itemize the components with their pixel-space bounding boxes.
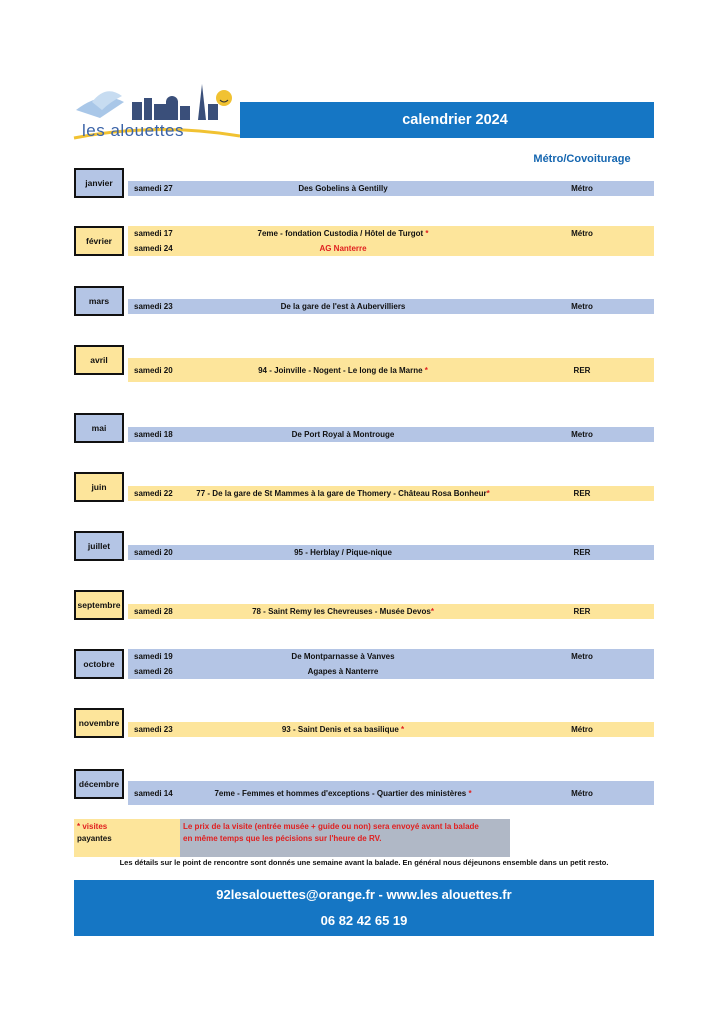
month-label: janvier xyxy=(74,168,124,198)
month-label: octobre xyxy=(74,649,124,679)
row-date: samedi 26 xyxy=(134,667,173,676)
legend-star-label: * visites xyxy=(77,822,108,831)
row-description: 93 - Saint Denis et sa basilique * xyxy=(281,725,405,734)
row-transport: RER xyxy=(573,489,591,498)
legend-star-label: payantes xyxy=(77,834,112,843)
calendar-row xyxy=(128,722,654,737)
row-date: samedi 28 xyxy=(134,607,173,616)
row-transport: RER xyxy=(573,366,591,375)
month-label: mars xyxy=(74,286,124,316)
footer-contact-bar xyxy=(74,880,654,936)
row-description: AG Nanterre xyxy=(319,244,367,253)
calendar-row xyxy=(128,181,654,196)
paid-visit-star: * xyxy=(486,489,490,498)
row-transport: RER xyxy=(573,548,591,557)
month-label: février xyxy=(74,226,124,256)
row-transport: Metro xyxy=(571,652,593,661)
row-description: 7eme - Femmes et hommes d'exceptions - Quartier des ministères * xyxy=(214,789,472,798)
row-date: samedi 17 xyxy=(134,229,173,238)
paid-visit-star: * xyxy=(425,229,429,238)
calendar-row xyxy=(128,486,654,501)
row-description: Agapes à Nanterre xyxy=(307,667,379,676)
month-label: septembre xyxy=(74,590,124,620)
calendar-row xyxy=(128,427,654,442)
row-date: samedi 18 xyxy=(134,430,173,439)
legend-price-note xyxy=(180,819,510,857)
row-description: 95 - Herblay / Pique-nique xyxy=(294,548,392,557)
paid-visit-star: * xyxy=(430,607,434,616)
row-date: samedi 24 xyxy=(134,244,173,253)
row-date: samedi 19 xyxy=(134,652,173,661)
row-date: samedi 22 xyxy=(134,489,173,498)
row-date: samedi 23 xyxy=(134,302,173,311)
row-transport: Métro xyxy=(571,229,593,238)
row-description: 7eme - fondation Custodia / Hôtel de Turgot * xyxy=(257,229,429,238)
logo-text: les alouettes xyxy=(82,121,184,140)
row-date: samedi 23 xyxy=(134,725,173,734)
month-label: avril xyxy=(74,345,124,375)
paid-visit-star: * xyxy=(468,789,472,798)
calendar-row xyxy=(128,299,654,314)
footer-phone: 06 82 42 65 19 xyxy=(320,913,408,928)
meeting-details-note: Les détails sur le point de rencontre sont donnés une semaine avant la balade. En général nous déjeunons ensemble dans un petit resto. xyxy=(119,858,609,867)
row-transport: Metro xyxy=(571,430,593,439)
calendar-row xyxy=(128,604,654,619)
row-description: Des Gobelins à Gentilly xyxy=(298,184,388,193)
row-date: samedi 27 xyxy=(134,184,173,193)
month-label: novembre xyxy=(74,708,124,738)
calendar-row xyxy=(128,358,654,382)
footer-email-website[interactable]: 92lesalouettes@orange.fr - www.les alouettes.fr xyxy=(216,887,512,902)
row-transport: Métro xyxy=(571,725,593,734)
calendar-row xyxy=(128,545,654,560)
row-description: De Montparnasse à Vanves xyxy=(291,652,395,661)
row-description: 77 - De la gare de St Mammes à la gare de Thomery - Château Rosa Bonheur* xyxy=(196,489,490,498)
row-description: De Port Royal à Montrouge xyxy=(291,430,395,439)
row-transport: Métro xyxy=(571,789,593,798)
paid-visit-star: * xyxy=(401,725,405,734)
month-label: mai xyxy=(74,413,124,443)
legend-paid-visits xyxy=(74,819,180,857)
calendar-row xyxy=(128,664,654,679)
paid-visit-star: * xyxy=(424,366,428,375)
row-description: 94 - Joinville - Nogent - Le long de la Marne * xyxy=(258,366,428,375)
legend-note-line: en même temps que les pécisions sur l'heure de RV. xyxy=(183,834,382,843)
calendar-row xyxy=(128,241,654,256)
row-description: 78 - Saint Remy les Chevreuses - Musée Devos* xyxy=(252,607,434,616)
row-date: samedi 14 xyxy=(134,789,173,798)
row-date: samedi 20 xyxy=(134,548,173,557)
transport-column-header: Métro/Covoiturage xyxy=(533,153,631,165)
row-transport: RER xyxy=(573,607,591,616)
row-date: samedi 20 xyxy=(134,366,173,375)
calendar-row xyxy=(128,226,654,241)
page-title: calendrier 2024 xyxy=(402,112,508,128)
row-transport: Metro xyxy=(571,302,593,311)
month-label: juin xyxy=(74,472,124,502)
month-label: décembre xyxy=(74,769,124,799)
calendar-row xyxy=(128,781,654,805)
calendar-row xyxy=(128,649,654,664)
legend-note-line: Le prix de la visite (entrée musée + guide ou non) sera envoyé avant la balade xyxy=(183,822,479,831)
month-label: juillet xyxy=(74,531,124,561)
row-transport: Métro xyxy=(571,184,593,193)
row-description: De la gare de l'est à Aubervilliers xyxy=(280,302,406,311)
title-bar xyxy=(240,102,654,138)
